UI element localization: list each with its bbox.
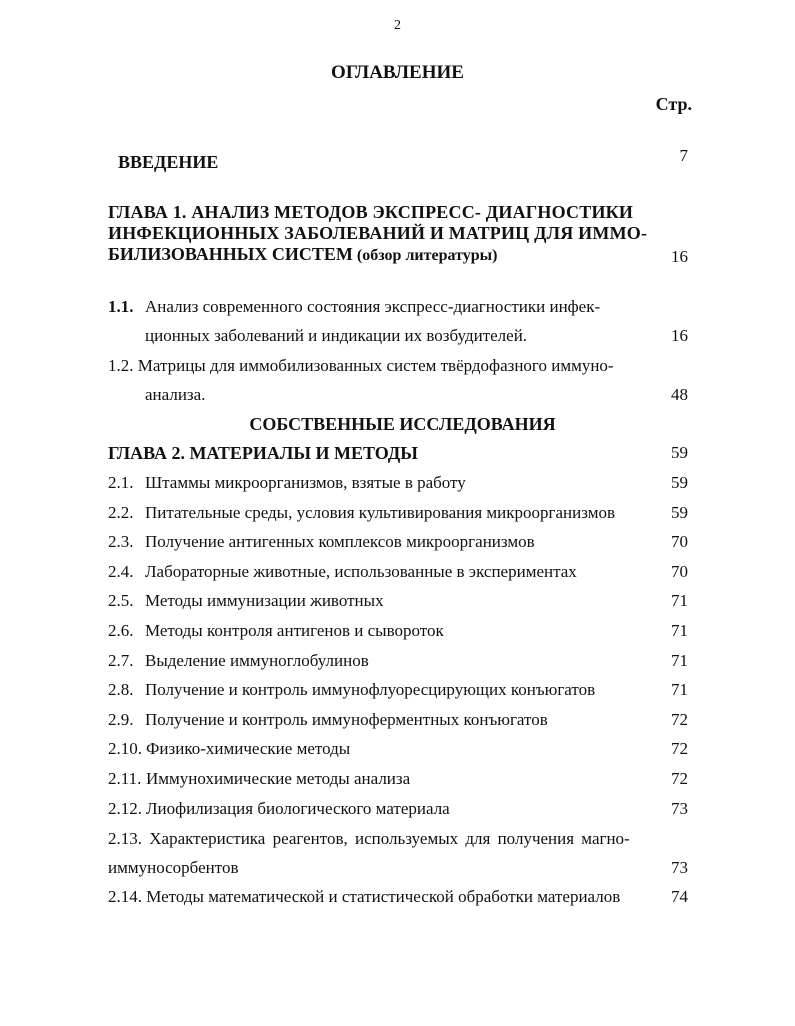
- toc-entry-text: Лабораторные животные, использованные в экспериментах: [145, 562, 577, 581]
- toc-entry-number: 2.12.: [108, 799, 142, 818]
- toc-entry-text: 1.2. Матрицы для иммобилизованных систем твёрдофазного иммуно-: [108, 356, 614, 375]
- toc-entry-number: 2.7.: [108, 651, 134, 670]
- chapter-heading-tail: (обзор литературы): [352, 247, 498, 264]
- toc-entry-page: 73: [671, 858, 688, 877]
- toc-entry-page: 71: [671, 680, 688, 699]
- toc-entry-text: Методы контроля антигенов и сывороток: [145, 621, 444, 640]
- toc-entry-page: 59: [671, 443, 688, 462]
- toc-entry-page: 70: [671, 562, 688, 581]
- toc-entry-number: 2.9.: [108, 710, 134, 729]
- toc-entry-text: Лиофилизация биологического материала: [146, 799, 450, 818]
- toc-entry-page: 59: [671, 473, 688, 492]
- toc-entry-text: Питательные среды, условия культивирования микроорганизмов: [145, 503, 616, 522]
- toc-entry-number: 2.5.: [108, 591, 134, 610]
- page-number: 2: [394, 18, 401, 33]
- toc-entry-page: 16: [671, 326, 688, 345]
- part-heading: СОБСТВЕННЫЕ ИССЛЕДОВАНИЯ: [249, 414, 556, 434]
- toc-entry-number: 1.1.: [108, 297, 134, 316]
- toc-entry-page: 71: [671, 651, 688, 670]
- toc-entry-text: Физико-химические методы: [146, 739, 351, 758]
- page-column-label: Стр.: [655, 94, 692, 114]
- toc-entry-page: 74: [671, 887, 688, 906]
- toc-entry-text: анализа.: [145, 385, 206, 404]
- toc-entry-page: 72: [671, 710, 688, 729]
- toc-entry-page: 7: [679, 146, 688, 165]
- toc-entry-text: Анализ современного состояния экспресс-диагностики инфек-: [145, 297, 601, 316]
- toc-entry-text: Получение и контроль иммунофлуоресцирующих конъюгатов: [145, 680, 596, 699]
- toc-entry-number: 2.2.: [108, 503, 134, 522]
- toc-entry-text: 2.14. Методы математической и статистической обработки материалов: [108, 887, 621, 906]
- toc-entry-page: 72: [671, 769, 688, 788]
- toc-entry-text: Штаммы микроорганизмов, взятые в работу: [145, 473, 466, 492]
- toc-entry-text: Получение антигенных комплексов микроорганизмов: [145, 532, 535, 551]
- toc-entry-number: 2.10.: [108, 739, 142, 758]
- toc-entry-page: 71: [671, 621, 688, 640]
- toc-entry-text: Выделение иммуноглобулинов: [145, 651, 369, 670]
- toc-entry-text: иммуносорбентов: [108, 858, 239, 877]
- chapter-heading-line: ИНФЕКЦИОННЫХ ЗАБОЛЕВАНИЙ И МАТРИЦ ДЛЯ ИММО-: [108, 223, 648, 243]
- toc-entry-page: 71: [671, 591, 688, 610]
- toc-entry-page: 16: [671, 247, 688, 266]
- toc-entry-number: 2.1.: [108, 473, 134, 492]
- toc-entry-number: 2.11.: [108, 769, 142, 788]
- toc-entry-page: 73: [671, 799, 688, 818]
- toc-entry-text: Получение и контроль иммуноферментных конъюгатов: [145, 710, 548, 729]
- toc-entry-page: 48: [671, 385, 688, 404]
- chapter-heading-line: ГЛАВА 2. МАТЕРИАЛЫ И МЕТОДЫ: [108, 443, 418, 463]
- toc-entry-text: 2.13. Характеристика реагентов, используемых для получения магно-: [108, 829, 630, 848]
- page-title: ОГЛАВЛЕНИЕ: [331, 62, 464, 83]
- chapter-heading-line: [108, 244, 497, 265]
- toc-entry-number: 2.8.: [108, 680, 134, 699]
- toc-entry-page: 72: [671, 739, 688, 758]
- toc-entry-number: 2.3.: [108, 532, 134, 551]
- toc-entry-text: Методы иммунизации животных: [145, 591, 384, 610]
- toc-entry-page: 70: [671, 532, 688, 551]
- toc-entry-text: Иммунохимические методы анализа: [146, 769, 411, 788]
- toc-entry-label: ВВЕДЕНИЕ: [118, 152, 219, 172]
- chapter-heading-line: ГЛАВА 1. АНАЛИЗ МЕТОДОВ ЭКСПРЕСС- ДИАГНОСТИКИ: [108, 202, 634, 222]
- toc-entry-number: 2.6.: [108, 621, 134, 640]
- toc-entry-text: ционных заболеваний и индикации их возбудителей.: [145, 326, 528, 345]
- toc-entry-number: 2.4.: [108, 562, 134, 581]
- chapter-heading-bold: БИЛИЗОВАННЫХ СИСТЕМ: [108, 244, 353, 264]
- toc-entry-page: 59: [671, 503, 688, 522]
